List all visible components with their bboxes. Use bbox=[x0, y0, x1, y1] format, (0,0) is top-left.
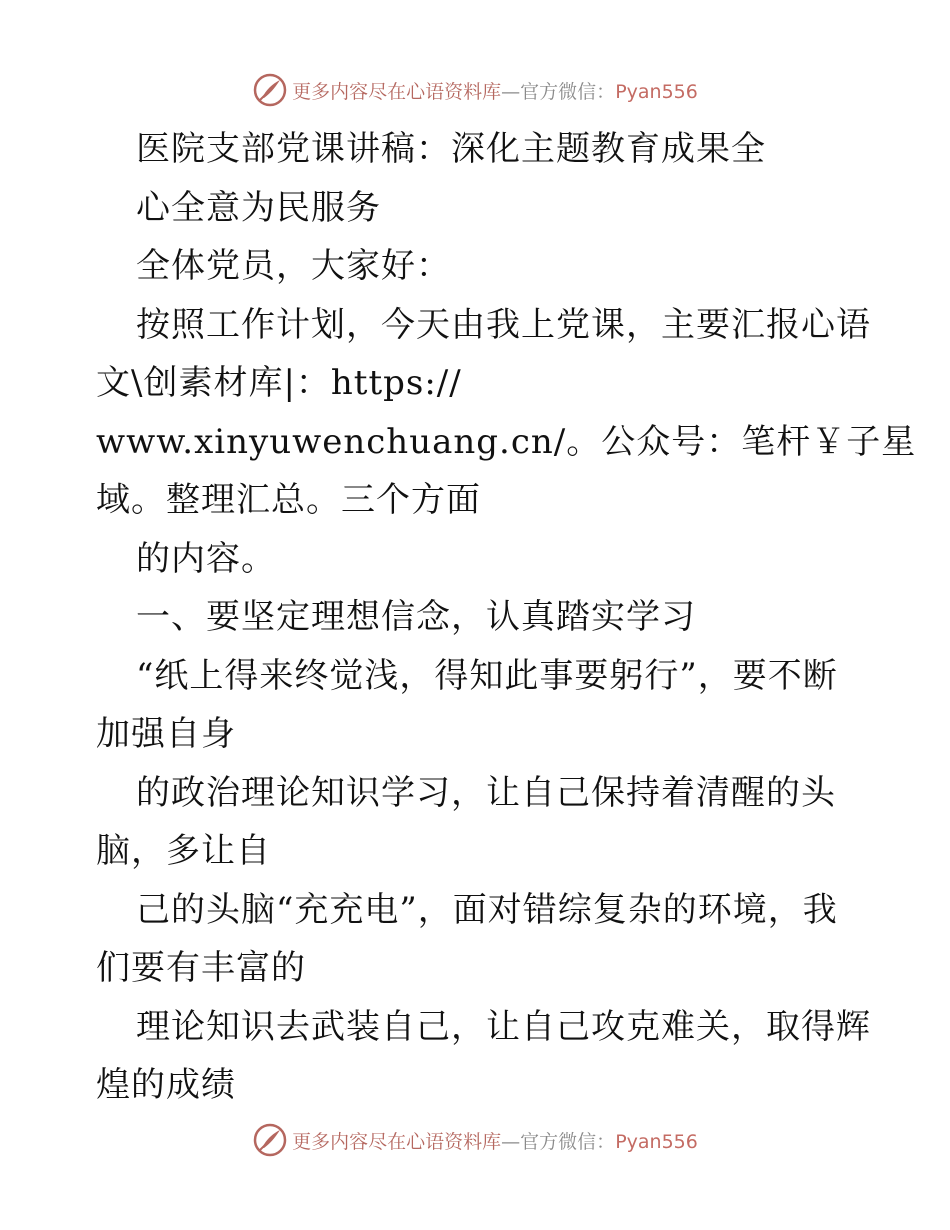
watermark-wechat-label: 官方微信： bbox=[520, 1130, 616, 1153]
text-line: 医院支部党课讲稿：深化主题教育成果全 bbox=[136, 129, 766, 169]
text-line: 的内容。 bbox=[136, 538, 276, 579]
watermark-wechat-id: Pyan556 bbox=[615, 80, 698, 103]
text-line: 心全意为民服务 bbox=[136, 187, 381, 228]
text-line: 文\创素材库|：https:// bbox=[96, 363, 462, 403]
watermark-text bbox=[292, 77, 698, 104]
text-line: 己的头脑“充充电”，面对错综复杂的环境，我 bbox=[136, 889, 838, 930]
text-line: 脑，多让自 bbox=[96, 831, 271, 871]
text-line: 们要有丰富的 bbox=[96, 948, 306, 988]
watermark-dash: — bbox=[501, 1130, 521, 1153]
text-line: 加强自身 bbox=[96, 714, 236, 754]
text-line: 理论知识去武装自己，让自己攻克难关，取得辉 bbox=[136, 1006, 871, 1047]
text-line: 煌的成绩 bbox=[96, 1065, 236, 1105]
watermark-dash: — bbox=[501, 80, 521, 103]
text-line: 一、要坚定理想信念，认真踏实学习 bbox=[136, 597, 696, 637]
feather-logo-icon bbox=[252, 72, 288, 108]
watermark-slogan: 更多内容尽在心语资料库 bbox=[292, 1130, 502, 1153]
watermark-slogan: 更多内容尽在心语资料库 bbox=[292, 80, 502, 103]
document-body bbox=[96, 120, 917, 1115]
header-watermark-banner bbox=[0, 70, 950, 110]
text-line: 的政治理论知识学习，让自己保持着清醒的头 bbox=[136, 772, 836, 813]
watermark-wechat-id: Pyan556 bbox=[615, 1130, 698, 1153]
text-line: 按照工作计划，今天由我上党课，主要汇报心语 bbox=[136, 304, 871, 345]
text-line: www.xinyuwenchuang.cn/。公众号：笔杆￥子星 bbox=[96, 421, 917, 462]
text-line: “纸上得来终觉浅，得知此事要躬行”，要不断 bbox=[136, 655, 838, 696]
watermark-text bbox=[292, 1127, 698, 1154]
watermark-wechat-label: 官方微信： bbox=[520, 80, 616, 103]
footer-watermark-banner bbox=[0, 1120, 950, 1160]
text-line: 全体党员，大家好： bbox=[136, 246, 451, 286]
text-line: 域。整理汇总。三个方面 bbox=[96, 480, 481, 520]
feather-logo-icon bbox=[252, 1122, 288, 1158]
